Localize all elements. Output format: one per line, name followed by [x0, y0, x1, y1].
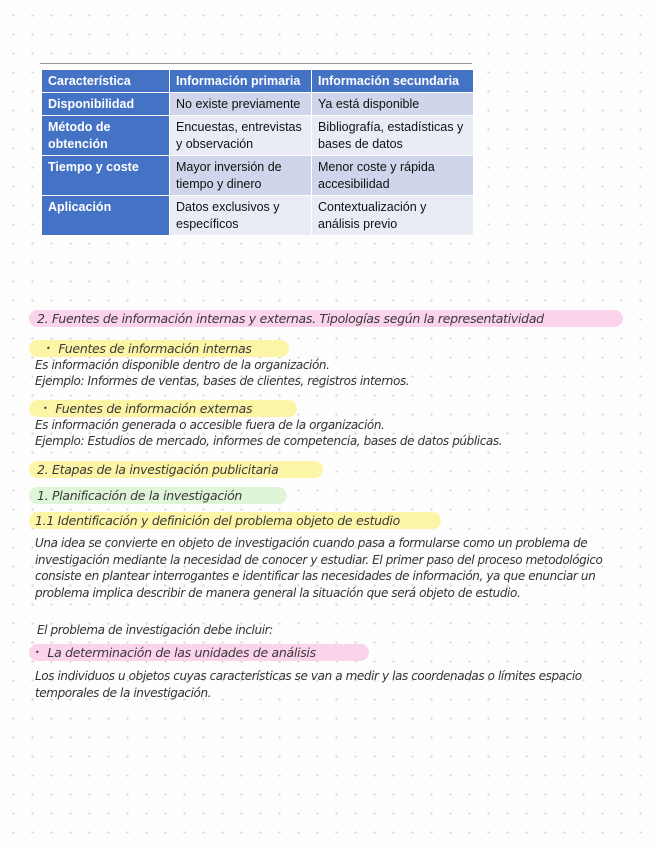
problem-title: 1.1 Identificación y definición del problema objeto de estudio: [35, 513, 400, 528]
table-row: [42, 156, 474, 196]
planning-title: 1. Planificación de la investigación: [37, 488, 243, 503]
stages-title: 2. Etapas de la investigación publicitaria: [37, 462, 279, 477]
table-row: [42, 196, 474, 236]
table-header-row: [42, 70, 474, 93]
secondary-cell: Menor coste y rápida accesibilidad: [312, 156, 474, 196]
internal-heading: [46, 341, 252, 356]
table-row: [42, 116, 474, 156]
internal-heading-text: Fuentes de información internas: [58, 341, 252, 356]
units-heading: [35, 645, 316, 660]
primary-cell: No existe previamente: [170, 93, 312, 116]
must-include-text: El problema de investigación debe incluir:: [37, 623, 273, 637]
external-heading-text: Fuentes de información externas: [55, 401, 253, 416]
units-heading-text: La determinación de las unidades de análisis: [47, 645, 316, 660]
row-label: Aplicación: [42, 196, 170, 236]
bullet-icon: •: [43, 404, 48, 413]
row-label: Método de obtención: [42, 116, 170, 156]
bullet-icon: •: [35, 648, 40, 657]
row-label: Tiempo y coste: [42, 156, 170, 196]
primary-cell: Mayor inversión de tiempo y dinero: [170, 156, 312, 196]
section2-title: 2. Fuentes de información internas y externas. Tipologías según la representatividad: [37, 311, 544, 326]
table-top-rule: [40, 63, 472, 64]
header-informacion-primaria: Información primaria: [170, 70, 312, 93]
primary-cell: Datos exclusivos y específicos: [170, 196, 312, 236]
external-heading: [43, 401, 252, 416]
external-example: Ejemplo: Estudios de mercado, informes de competencia, bases de datos públicas.: [35, 434, 503, 448]
problem-paragraph: Una idea se convierte en objeto de investigación cuando pasa a formularse como un problema de investigación mediante la necesidad de conocer y estudiar. El primer paso del proceso metodológico consiste en plantear interrogantes e identificar las necesidades de información, ya que enunciar un problema implica describir de manera general la situación que será objeto de estudio.: [35, 536, 603, 600]
secondary-cell: Bibliografía, estadísticas y bases de datos: [312, 116, 474, 156]
comparison-table: [41, 69, 474, 236]
primary-cell: Encuestas, entrevistas y observación: [170, 116, 312, 156]
secondary-cell: Ya está disponible: [312, 93, 474, 116]
header-caracteristica: Característica: [42, 70, 170, 93]
internal-example: Ejemplo: Informes de ventas, bases de clientes, registros internos.: [35, 374, 410, 388]
row-label: Disponibilidad: [42, 93, 170, 116]
secondary-cell: Contextualización y análisis previo: [312, 196, 474, 236]
units-paragraph: Los individuos u objetos cuyas características se van a medir y las coordenadas o límites espacio temporales de la investigación.: [35, 669, 582, 700]
internal-definition: Es información disponible dentro de la organización.: [35, 358, 330, 372]
header-informacion-secundaria: Información secundaria: [312, 70, 474, 93]
bullet-icon: •: [46, 344, 51, 353]
table-row: [42, 93, 474, 116]
external-definition: Es información generada o accesible fuera de la organización.: [35, 418, 385, 432]
